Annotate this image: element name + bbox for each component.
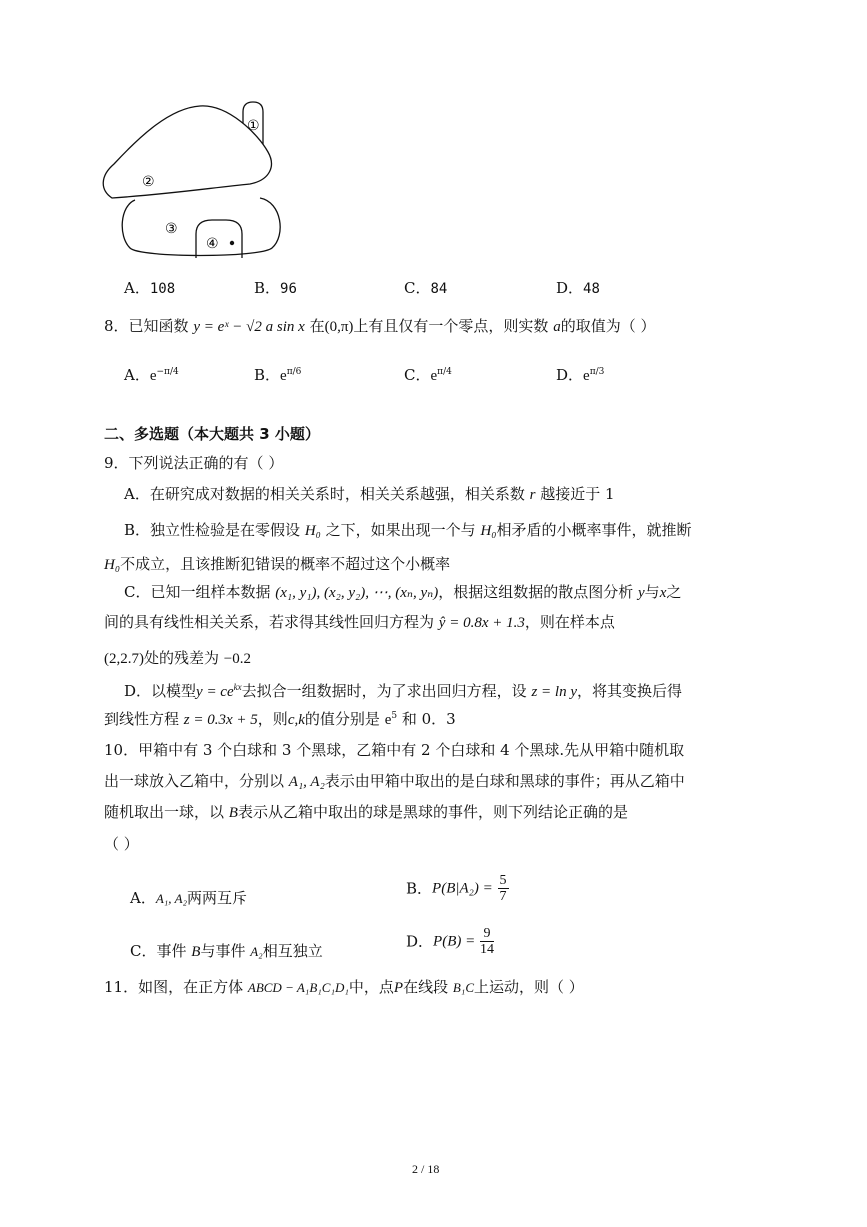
page-number: 2 / 18	[412, 1162, 440, 1176]
q7-option-b: B．96	[254, 279, 297, 297]
q7-option-d: D．48	[556, 279, 600, 297]
section-title: 二、多选题（本大题共 3 小题）	[104, 425, 320, 443]
q10-line2: 出一球放入乙箱中，分别以 A₁, A₂表示由甲箱中取出的是白球和黑球的事件；再从乙箱中	[104, 772, 685, 790]
door-knob	[230, 241, 234, 245]
region-label-2: ②	[142, 174, 155, 190]
q11-stem: 11．如图，在正方体 ABCD − A₁B₁C₁D₁中，点P在线段 B₁C上运动，则（ ）	[104, 978, 584, 996]
q9-option-c-line3: (2,2.7)处的残差为 −0.2	[104, 649, 252, 667]
q10-d-fraction: $\frac{9}{14}$	[480, 926, 494, 957]
q10-b-fraction: $\frac{5}{7}$	[499, 873, 507, 904]
q8-option-d: D．$e^{\pi/3}$	[556, 366, 605, 384]
house-figure	[100, 98, 285, 268]
q7-option-a: A．108	[124, 279, 176, 297]
q9-option-d-line1: D．以模型$y = ce^{kx}$去拟合一组数据时，为了求出回归方程，设 z = ln y，将其变换后得	[124, 682, 682, 700]
door-shape	[196, 220, 242, 258]
q9-stem: 9．下列说法正确的有（ ）	[104, 454, 284, 472]
region-label-4: ④	[206, 236, 219, 252]
region-label-1: ①	[247, 118, 260, 134]
q9-option-d-line2: 到线性方程 z = 0.3x + 5，则c,k的值分别是 $e^5$ 和 0．3	[104, 710, 456, 728]
body-shape	[122, 198, 280, 256]
q9-option-b-line1: B．独立性检验是在零假设 H₀ 之下，如果出现一个与 H₀相矛盾的小概率事件，就推断	[124, 521, 692, 539]
q10-option-d: D．P(B) = $\frac{9}{14}$	[406, 926, 494, 957]
q8-option-c: C．$e^{\pi/4}$	[404, 366, 452, 384]
q10-option-c: C．事件 B与事件 A₂相互独立	[130, 942, 323, 960]
q8-formula: y = eˣ − √2 a sin x	[193, 319, 305, 335]
q9-option-a: A．在研究成对数据的相关关系时，相关关系越强，相关系数 r 越接近于 1	[124, 485, 615, 503]
q8-option-a: A．$e^{-\pi/4}$	[124, 366, 179, 384]
region-label-3: ③	[165, 221, 178, 237]
q8-stem: 8．已知函数 y = eˣ − √2 a sin x 在(0,π)上有且仅有一个零点，则实数 a的取值为（ ）	[104, 317, 656, 335]
q10-line4: （ ）	[104, 835, 139, 853]
q9-option-b-line2: H₀不成立，且该推断犯错误的概率不超过这个小概率	[104, 555, 451, 573]
q9-option-c-line1: C．已知一组样本数据 (x₁, y₁), (x₂, y₂), ⋯, (xₙ, yₙ)，根据这组数据的散点图分析 y与x之	[124, 583, 682, 601]
q7-option-c: C．84	[404, 279, 448, 297]
q10-option-a: A．A₁, A₂两两互斥	[130, 889, 248, 907]
q8-option-b: B．$e^{\pi/6}$	[254, 366, 302, 384]
q10-option-b: B．P(B|A₂) = $\frac{5}{7}$	[406, 873, 507, 904]
q10-line3: 随机取出一球，以 B表示从乙箱中取出的球是黑球的事件，则下列结论正确的是	[104, 803, 628, 821]
q10-line1: 10．甲箱中有 3 个白球和 3 个黑球，乙箱中有 2 个白球和 4 个黑球.先从甲箱中随机取	[104, 741, 685, 759]
q9-option-c-line2: 间的具有线性相关关系，若求得其线性回归方程为 ŷ = 0.8x + 1.3，则在样本点	[104, 613, 615, 631]
